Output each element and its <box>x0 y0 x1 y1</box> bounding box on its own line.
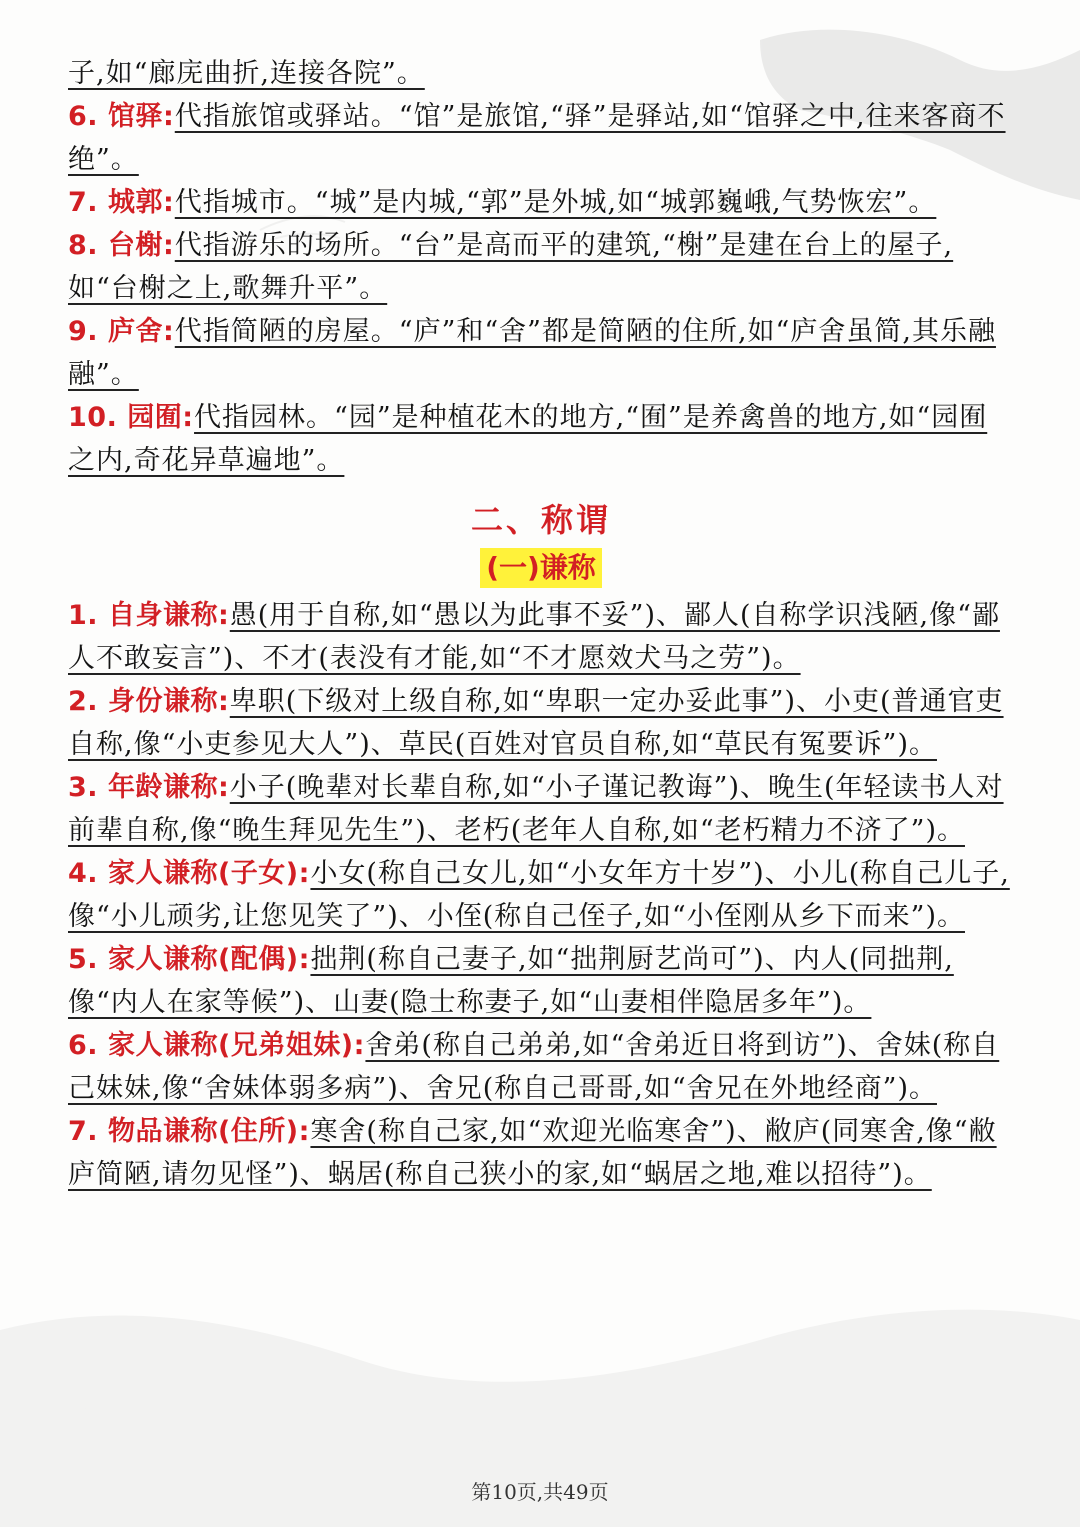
colon: : <box>298 858 311 889</box>
term-label: 3. 年龄谦称 <box>68 772 218 803</box>
term-label: 9. 庐舍 <box>68 316 163 347</box>
colon: : <box>298 944 311 975</box>
term-label: 10. 园囿 <box>68 402 183 433</box>
list-item <box>68 310 1014 396</box>
list-item <box>68 396 1014 482</box>
continuation-text: 子,如“廊庑曲折,连接各院”。 <box>68 58 425 89</box>
colon: : <box>162 230 175 261</box>
colon: : <box>217 600 230 631</box>
continuation-line <box>68 52 1014 95</box>
colon: : <box>162 101 175 132</box>
colon: : <box>217 772 230 803</box>
colon: : <box>353 1030 366 1061</box>
term-definition: 卑职(下级对上级自称,如“卑职一定办妥此事”)、小吏(普通官吏自称,像“小吏参见大人”)、草民(百姓对官员自称,如“草民有冤要诉”)。 <box>68 686 1004 760</box>
term-definition: 代指园林。“园”是种植花木的地方,“囿”是养禽兽的地方,如“园囿之内,奇花异草遍地”。 <box>68 402 988 476</box>
term-label: 8. 台榭 <box>68 230 163 261</box>
term-definition: 舍弟(称自己弟弟,如“舍弟近日将到访”)、舍妹(称自己妹妹,像“舍妹体弱多病”)、舍兄(称自己哥哥,如“舍兄在外地经商”)。 <box>68 1030 1000 1104</box>
page-number: 第10页,共49页 <box>471 1480 609 1504</box>
term-label: 4. 家人谦称(子女) <box>68 858 299 889</box>
term-definition: 愚(用于自称,如“愚以为此事不妥”)、鄙人(自称学识浅陋,像“鄙人不敢妄言”)、不才(表没有才能,如“不才愿效犬马之劳”)。 <box>68 600 1000 674</box>
term-label: 7. 城郭 <box>68 187 163 218</box>
colon: : <box>162 316 175 347</box>
term-definition: 代指城市。“城”是内城,“郭”是外城,如“城郭巍峨,气势恢宏”。 <box>174 187 937 218</box>
colon: : <box>182 402 195 433</box>
list-item <box>68 224 1014 310</box>
term-label: 6. 家人谦称(兄弟姐妹) <box>68 1030 354 1061</box>
list-item <box>68 766 1014 852</box>
term-definition: 小女(称自己女儿,如“小女年方十岁”)、小儿(称自己儿子,像“小儿顽劣,让您见笑了”)、小侄(称自己侄子,如“小侄刚从乡下而来”)。 <box>68 858 1010 932</box>
list-item <box>68 594 1014 680</box>
term-label: 1. 自身谦称 <box>68 600 218 631</box>
term-label: 7. 物品谦称(住所) <box>68 1116 299 1147</box>
colon: : <box>162 187 175 218</box>
term-definition: 代指游乐的场所。“台”是高而平的建筑,“榭”是建在台上的屋子,如“台榭之上,歌舞升平”。 <box>68 230 954 304</box>
list-item <box>68 1110 1014 1196</box>
list-item <box>68 852 1014 938</box>
term-label: 5. 家人谦称(配偶) <box>68 944 299 975</box>
document-page <box>68 52 1014 1196</box>
list-item <box>68 181 1014 224</box>
term-label: 2. 身份谦称 <box>68 686 218 717</box>
list-item <box>68 95 1014 181</box>
term-definition: 拙荆(称自己妻子,如“拙荆厨艺尚可”)、内人(同拙荆,像“内人在家等候”)、山妻(隐士称妻子,如“山妻相伴隐居多年”)。 <box>68 944 954 1018</box>
list-item <box>68 938 1014 1024</box>
subsection-title: (一)谦称 <box>480 548 602 588</box>
term-definition: 小子(晚辈对长辈自称,如“小子谨记教诲”)、晚生(年轻读书人对前辈自称,像“晚生拜见先生”)、老朽(老年人自称,如“老朽精力不济了”)。 <box>68 772 1004 846</box>
term-definition: 代指旅馆或驿站。“馆”是旅馆,“驿”是驿站,如“馆驿之中,往来客商不绝”。 <box>68 101 1006 175</box>
place-terms-list <box>68 95 1014 482</box>
list-item <box>68 1024 1014 1110</box>
list-item <box>68 680 1014 766</box>
term-definition: 代指简陋的房屋。“庐”和“舍”都是简陋的住所,如“庐舍虽简,其乐融融”。 <box>68 316 996 390</box>
section-title: 二、称谓 <box>470 501 611 539</box>
humble-terms-list <box>68 594 1014 1196</box>
colon: : <box>298 1116 311 1147</box>
term-label: 6. 馆驿 <box>68 101 163 132</box>
term-definition: 寒舍(称自己家,如“欢迎光临寒舍”)、敝庐(同寒舍,像“敝庐简陋,请勿见怪”)、蜗居(称自己狭小的家,如“蜗居之地,难以招待”)。 <box>68 1116 997 1190</box>
subsection-title-wrap <box>68 548 1014 588</box>
colon: : <box>217 686 230 717</box>
